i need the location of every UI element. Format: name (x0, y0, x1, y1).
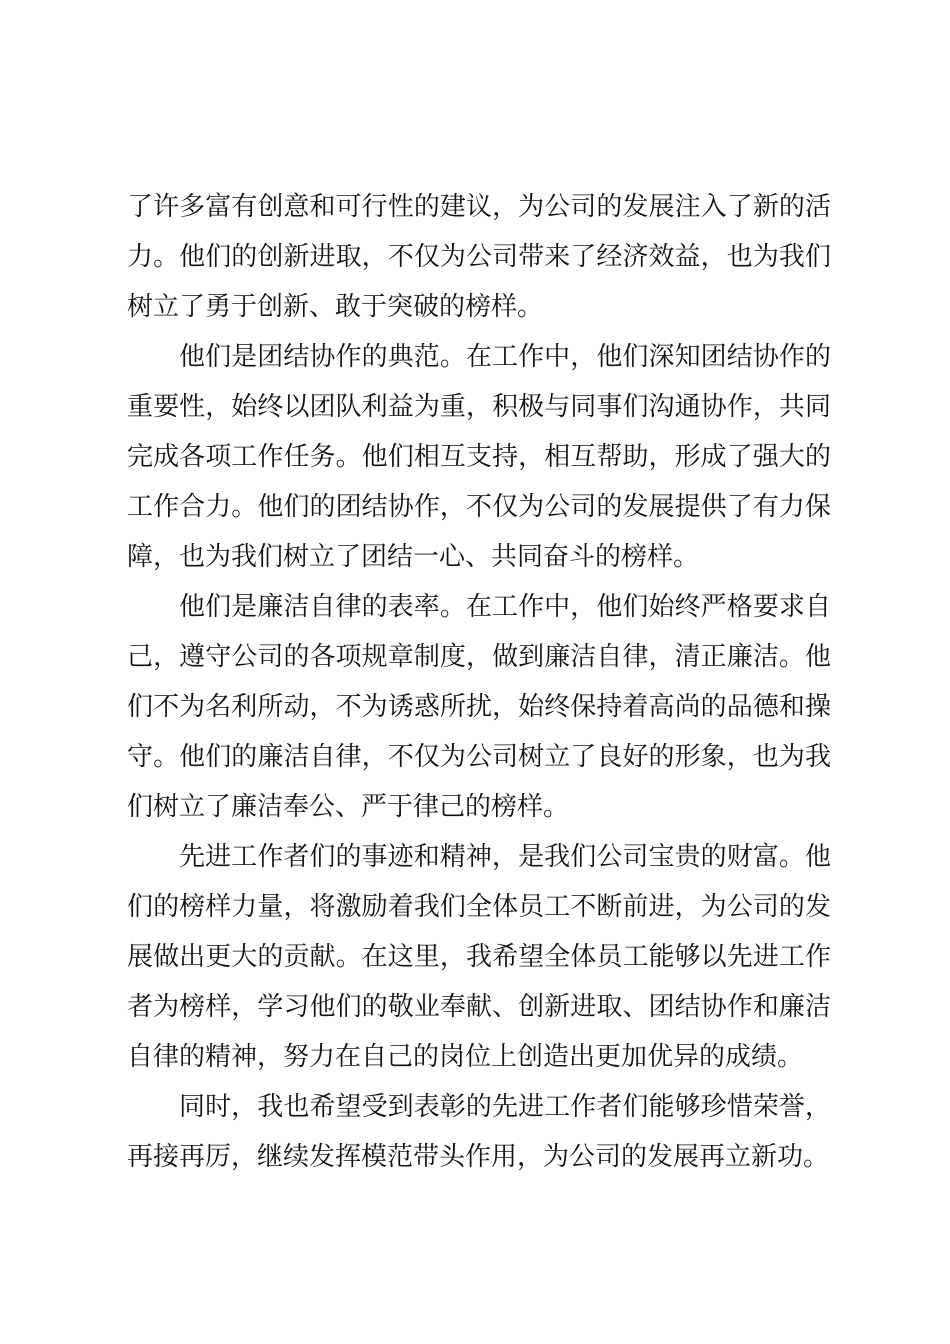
text-line: 自律的精神，努力在自己的岗位上创造出更加优异的成绩。 (127, 1042, 804, 1072)
paragraph-first-line: 同时，我也希望受到表彰的先进工作者们能够珍惜荣誉， (179, 1092, 831, 1122)
text-line: 们树立了廉洁奉公、严于律己的榜样。 (127, 792, 570, 822)
text-line: 者为榜样，学习他们的敬业奉献、创新进取、团结协作和廉洁 (127, 992, 831, 1022)
text-line: 展做出更大的贡献。在这里，我希望全体员工能够以先进工作 (127, 942, 831, 972)
text-line: 了许多富有创意和可行性的建议，为公司的发展注入了新的活 (127, 192, 831, 222)
text-line: 重要性，始终以团队利益为重，积极与同事们沟通协作，共同 (127, 392, 831, 422)
paragraph-first-line: 他们是团结协作的典范。在工作中，他们深知团结协作的 (179, 342, 831, 372)
text-line: 完成各项工作任务。他们相互支持，相互帮助，形成了强大的 (127, 442, 831, 472)
text-line: 们的榜样力量，将激励着我们全体员工不断前进，为公司的发 (127, 892, 831, 922)
paragraph-first-line: 他们是廉洁自律的表率。在工作中，他们始终严格要求自 (179, 592, 831, 622)
text-line: 己，遵守公司的各项规章制度，做到廉洁自律，清正廉洁。他 (127, 642, 831, 672)
text-line: 再接再厉，继续发挥模范带头作用，为公司的发展再立新功。 (127, 1142, 830, 1172)
text-line: 障，也为我们树立了团结一心、共同奋斗的榜样。 (127, 542, 700, 572)
document-body (127, 182, 831, 1182)
text-line: 树立了勇于创新、敢于突破的榜样。 (127, 292, 544, 322)
paragraph-first-line: 先进工作者们的事迹和精神，是我们公司宝贵的财富。他 (179, 842, 831, 872)
text-line: 力。他们的创新进取，不仅为公司带来了经济效益，也为我们 (127, 242, 831, 272)
text-line: 守。他们的廉洁自律，不仅为公司树立了良好的形象，也为我 (127, 742, 831, 772)
text-line: 工作合力。他们的团结协作，不仅为公司的发展提供了有力保 (127, 492, 831, 522)
text-line: 们不为名利所动，不为诱惑所扰，始终保持着高尚的品德和操 (127, 692, 831, 722)
